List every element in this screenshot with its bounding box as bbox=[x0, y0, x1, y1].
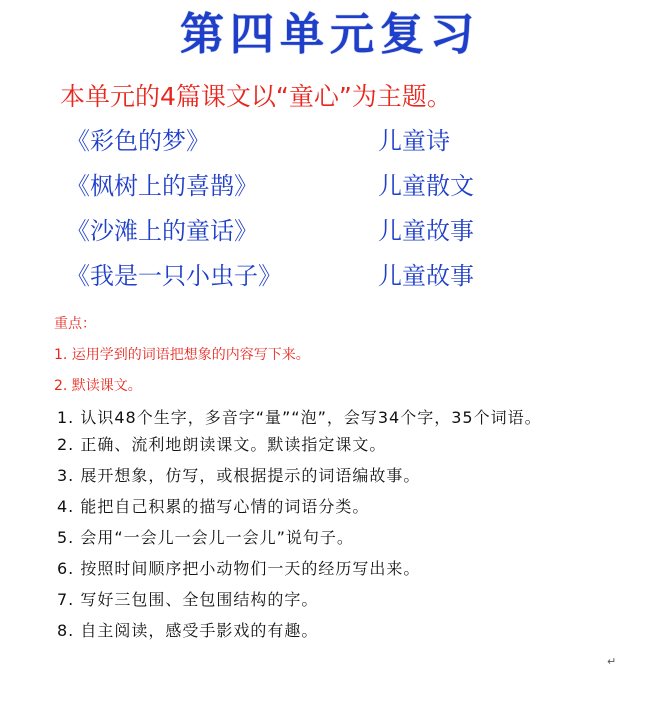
lesson-genre: 儿童诗 bbox=[378, 127, 450, 155]
goal-item: 2. 正确、流利地朗读课文。默读指定课文。 bbox=[57, 435, 387, 454]
learning-goals bbox=[57, 407, 617, 651]
lesson-genre: 儿童散文 bbox=[378, 172, 474, 200]
lesson-row bbox=[66, 214, 566, 259]
goal-item: 5. 会用“一会儿一会儿一会儿”说句子。 bbox=[57, 528, 354, 547]
lesson-title: 《沙滩上的童话》 bbox=[66, 217, 258, 245]
goal-item: 4. 能把自己积累的描写心情的词语分类。 bbox=[57, 497, 370, 516]
key-points-heading: 重点： bbox=[54, 316, 96, 332]
key-point-item: 1. 运用学到的词语把想象的内容写下来。 bbox=[54, 347, 310, 363]
lesson-row bbox=[66, 124, 566, 169]
lesson-genre: 儿童故事 bbox=[378, 217, 474, 245]
lesson-title: 《彩色的梦》 bbox=[66, 127, 210, 155]
lesson-row bbox=[66, 259, 566, 304]
goal-item: 8. 自主阅读，感受手影戏的有趣。 bbox=[57, 621, 319, 640]
lesson-genre: 儿童故事 bbox=[378, 262, 474, 290]
lesson-list bbox=[66, 124, 566, 304]
goal-item: 7. 写好三包围、全包围结构的字。 bbox=[57, 590, 319, 609]
paragraph-mark-icon: ↵ bbox=[607, 655, 617, 668]
lesson-row bbox=[66, 169, 566, 214]
lesson-title: 《我是一只小虫子》 bbox=[66, 262, 282, 290]
key-points bbox=[54, 312, 310, 405]
unit-intro: 本单元的4篇课文以“童心”为主题。 bbox=[60, 82, 452, 111]
page-title: 第四单元复习 bbox=[180, 9, 480, 60]
lesson-title: 《枫树上的喜鹊》 bbox=[66, 172, 258, 200]
key-point-item: 2. 默读课文。 bbox=[54, 378, 142, 394]
goal-item: 3. 展开想象，仿写，或根据提示的词语编故事。 bbox=[57, 466, 421, 485]
goal-item: 6. 按照时间顺序把小动物们一天的经历写出来。 bbox=[57, 559, 421, 578]
goal-item: 1. 认识48个生字，多音字“量”“泡”，会写34个字，35个词语。 bbox=[57, 408, 542, 427]
